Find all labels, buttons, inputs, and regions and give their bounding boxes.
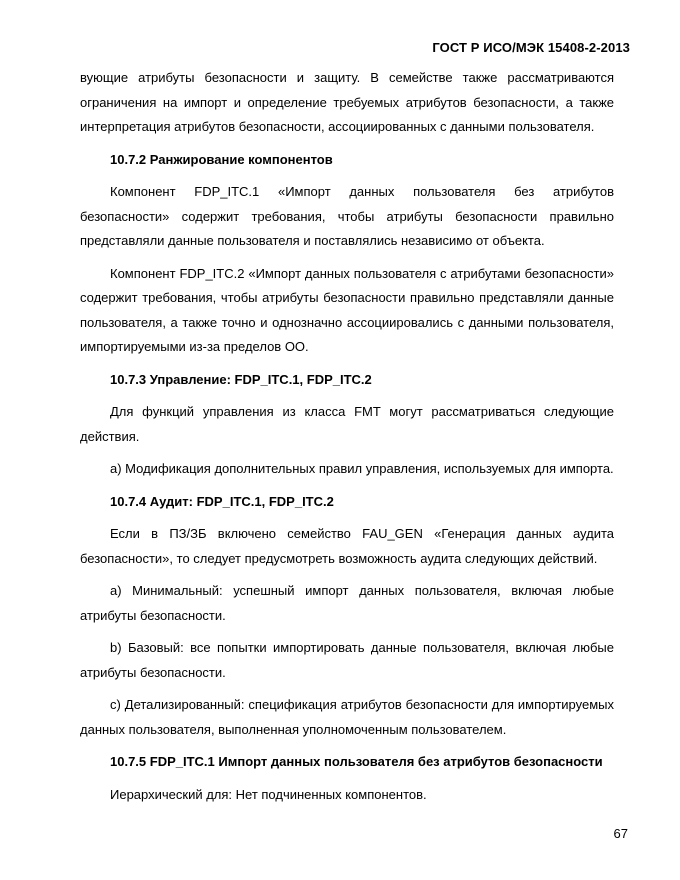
section-10-7-3-item-a: a) Модификация дополнительных правил управления, используемых для импорта. [110,461,614,476]
intro-paragraph: вующие атрибуты безопасности и защиту. В семействе также рассматриваются ограничения на импорт и определение требуемых атрибутов безопасности, а также интерпретация атрибутов безопасности, ассоциированных с данными пользователя. [80,70,614,134]
section-10-7-4-item-c: c) Детализированный: спецификация атрибутов безопасности для импортируемых данных пользователя, выполненная уполномоченным пользователем. [80,697,614,737]
section-10-7-4-item-b: b) Базовый: все попытки импортировать данные пользователя, включая любые атрибуты безопасности. [80,640,614,680]
page-number: 67 [613,826,628,841]
section-10-7-2-paragraph-2: Компонент FDP_ITC.2 «Импорт данных пользователя с атрибутами безопасности» содержит требования, чтобы атрибуты безопасности правильно представляли данные пользователя, а также точно и однозначно ассоциировались с данными пользователя, импортируемыми из-за пределов ОО. [80,265,614,354]
section-10-7-4-heading: 10.7.4 Аудит: FDP_ITC.1, FDP_ITC.2 [110,493,334,509]
section-10-7-5-heading: 10.7.5 FDP_ITC.1 Импорт данных пользователя без атрибутов безопасности [110,754,603,769]
section-10-7-3-paragraph-1: Для функций управления из класса FMT могут рассматриваться следующие действия. [80,404,614,444]
section-10-7-4-paragraph-1: Если в ПЗ/ЗБ включено семейство FAU_GEN «Генерация данных аудита безопасности», то следует предусмотреть возможность аудита следующих действий. [80,526,614,566]
standard-header: ГОСТ Р ИСО/МЭК 15408-2-2013 [432,40,630,55]
section-10-7-5-paragraph-1: Иерархический для: Нет подчиненных компонентов. [110,786,427,802]
document-body [80,66,614,807]
section-10-7-2-heading: 10.7.2 Ранжирование компонентов [110,151,333,167]
section-10-7-4-item-a: a) Минимальный: успешный импорт данных пользователя, включая любые атрибуты безопасности. [80,583,614,623]
section-10-7-3-heading: 10.7.3 Управление: FDP_ITC.1, FDP_ITC.2 [110,371,372,387]
section-10-7-2-paragraph-1: Компонент FDP_ITC.1 «Импорт данных пользователя без атрибутов безопасности» содержит требования, чтобы атрибуты безопасности правильно представляли данные пользователя и поставлялись независимо от объекта. [80,184,614,248]
